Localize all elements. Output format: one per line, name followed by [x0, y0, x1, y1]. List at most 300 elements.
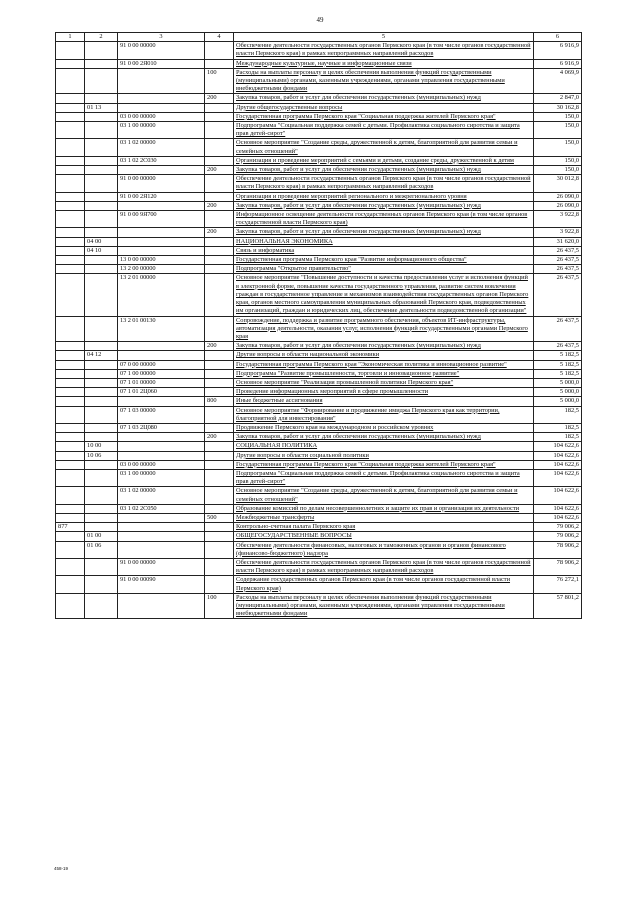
- ministry-code-cell: [56, 360, 85, 369]
- description-cell: Межбюджетные трансферты: [234, 513, 534, 522]
- description-cell: Закупка товаров, работ и услуг для обеспечения государственных (муниципальных) нужд: [234, 228, 534, 237]
- description-cell: Обеспечение деятельности государственных органов Пермского края (в том числе органов государственной власти Пермского края) в рамках непрограммных направлений расходов: [234, 175, 534, 192]
- section-code-cell: [85, 513, 118, 522]
- ministry-code-cell: [56, 487, 85, 504]
- expense-type-cell: [205, 460, 234, 469]
- section-code-cell: [85, 122, 118, 139]
- expense-type-cell: 200: [205, 228, 234, 237]
- expense-type-cell: [205, 576, 234, 593]
- table-row: [56, 451, 582, 460]
- target-code-cell: 91 0 00 9Я700: [118, 211, 205, 228]
- table-row: [56, 406, 582, 423]
- description-cell: Закупка товаров, работ и услуг для обеспечения государственных (муниципальных) нужд: [234, 342, 534, 351]
- table-header-row: [56, 33, 582, 42]
- amount-cell: 26 437,5: [534, 274, 582, 316]
- section-code-cell: [85, 256, 118, 265]
- table-row: [56, 59, 582, 68]
- expense-type-cell: [205, 274, 234, 316]
- section-code-cell: [85, 166, 118, 175]
- amount-cell: 5 182,5: [534, 351, 582, 360]
- description-cell: Государственная программа Пермского края "Экономическая политика и инновационное развитие": [234, 360, 534, 369]
- expense-type-cell: [205, 246, 234, 255]
- target-code-cell: [118, 94, 205, 103]
- description-cell: Обеспечение деятельности государственных органов Пермского края (в том числе органов государственной власти Пермского края) в рамках непрограммных направлений расходов: [234, 558, 534, 575]
- target-code-cell: 91 0 00 2Я010: [118, 59, 205, 68]
- expense-type-cell: [205, 369, 234, 378]
- amount-cell: 104 622,6: [534, 487, 582, 504]
- amount-cell: 5 182,5: [534, 369, 582, 378]
- expense-type-cell: [205, 265, 234, 274]
- section-code-cell: [85, 523, 118, 532]
- section-code-cell: [85, 460, 118, 469]
- expense-type-cell: [205, 156, 234, 165]
- ministry-code-cell: [56, 166, 85, 175]
- target-code-cell: 91 0 00 00000: [118, 42, 205, 59]
- description-cell: Основное мероприятие "Повышение доступности и качества предоставления услуг и исполнения функций в электронной форме, повышение качества государственного управления, развитие систем вовлечения граждан в государственное управление и механизмов взаимодействия государственных органов Пермского края, органов местного самоуправления муниципальных образований Пермского края, подведомственных им организаций, граждан и юридических лиц, обеспечение деятельности подведомственной организации": [234, 274, 534, 316]
- table-row: [56, 558, 582, 575]
- section-code-cell: [85, 397, 118, 406]
- table-row: [56, 593, 582, 619]
- description-cell: Расходы на выплаты персоналу в целях обеспечения выполнения функций государственными (муниципальными) органами, казенными учреждениями, органами управления государственными внебюджетными фондами: [234, 68, 534, 94]
- table-row: [56, 397, 582, 406]
- target-code-cell: 07 0 00 00000: [118, 360, 205, 369]
- amount-cell: 26 437,5: [534, 265, 582, 274]
- ministry-code-cell: [56, 406, 85, 423]
- description-cell: ОБЩЕГОСУДАРСТВЕННЫЕ ВОПРОСЫ: [234, 532, 534, 541]
- ministry-code-cell: [56, 460, 85, 469]
- table-row: [56, 469, 582, 486]
- target-code-cell: [118, 351, 205, 360]
- expense-type-cell: 100: [205, 68, 234, 94]
- target-code-cell: 03 1 02 2С050: [118, 504, 205, 513]
- amount-cell: 26 437,5: [534, 246, 582, 255]
- table-row: [56, 228, 582, 237]
- ministry-code-cell: [56, 504, 85, 513]
- description-cell: СОЦИАЛЬНАЯ ПОЛИТИКА: [234, 442, 534, 451]
- description-cell: Международные культурные, научные и информационные связи: [234, 59, 534, 68]
- section-code-cell: [85, 94, 118, 103]
- ministry-code-cell: [56, 139, 85, 156]
- description-cell: Образование комиссий по делам несовершеннолетних и защите их прав и организация их деятельности: [234, 504, 534, 513]
- expense-type-cell: [205, 523, 234, 532]
- ministry-code-cell: [56, 469, 85, 486]
- table-row: [56, 351, 582, 360]
- target-code-cell: [118, 593, 205, 619]
- target-code-cell: [118, 237, 205, 246]
- ministry-code-cell: [56, 388, 85, 397]
- description-cell: Обеспечение деятельности государственных органов Пермского края (в том числе органов государственной власти Пермского края) в рамках непрограммных направлений расходов: [234, 42, 534, 59]
- target-code-cell: 03 1 00 00000: [118, 469, 205, 486]
- section-code-cell: [85, 211, 118, 228]
- amount-cell: 182,5: [534, 423, 582, 432]
- expense-type-cell: [205, 469, 234, 486]
- section-code-cell: [85, 593, 118, 619]
- table-row: [56, 487, 582, 504]
- amount-cell: 31 620,0: [534, 237, 582, 246]
- description-cell: НАЦИОНАЛЬНАЯ ЭКОНОМИКА: [234, 237, 534, 246]
- target-code-cell: [118, 523, 205, 532]
- description-cell: Сопровождение, поддержка и развитие программного обеспечения, объектов ИТ-инфраструктуры, автоматизация деятельности, оказания услуг, исполнения функций государственными органами Пермского края: [234, 316, 534, 342]
- target-code-cell: 13 2 00 00000: [118, 265, 205, 274]
- target-code-cell: 03 0 00 00000: [118, 460, 205, 469]
- column-header-4: 4: [205, 33, 234, 42]
- ministry-code-cell: [56, 423, 85, 432]
- description-cell: Расходы на выплаты персоналу в целях обеспечения выполнения функций государственными (муниципальными) органами, казенными учреждениями, органами управления государственными внебюджетными фондами: [234, 593, 534, 619]
- ministry-code-cell: [56, 397, 85, 406]
- section-code-cell: [85, 378, 118, 387]
- expense-type-cell: 200: [205, 94, 234, 103]
- amount-cell: 30 162,8: [534, 103, 582, 112]
- table-row: [56, 103, 582, 112]
- table-row: [56, 68, 582, 94]
- table-row: [56, 237, 582, 246]
- section-code-cell: [85, 156, 118, 165]
- ministry-code-cell: [56, 369, 85, 378]
- target-code-cell: 13 0 00 00000: [118, 256, 205, 265]
- table-row: [56, 369, 582, 378]
- description-cell: Закупка товаров, работ и услуг для обеспечения государственных (муниципальных) нужд: [234, 433, 534, 442]
- table-row: [56, 532, 582, 541]
- ministry-code-cell: [56, 246, 85, 255]
- target-code-cell: 07 1 03 00000: [118, 406, 205, 423]
- amount-cell: 26 437,5: [534, 316, 582, 342]
- target-code-cell: 07 1 00 00000: [118, 369, 205, 378]
- amount-cell: 26 090,0: [534, 201, 582, 210]
- expense-type-cell: 100: [205, 593, 234, 619]
- amount-cell: 79 006,2: [534, 523, 582, 532]
- expense-type-cell: [205, 59, 234, 68]
- table-row: [56, 541, 582, 558]
- target-code-cell: [118, 532, 205, 541]
- description-cell: Подпрограмма "Социальная поддержка семей с детьми. Профилактика социального сиротства и защита прав детей-сирот": [234, 122, 534, 139]
- amount-cell: 5 000,0: [534, 378, 582, 387]
- table-row: [56, 156, 582, 165]
- ministry-code-cell: [56, 378, 85, 387]
- ministry-code-cell: [56, 68, 85, 94]
- section-code-cell: [85, 201, 118, 210]
- table-row: [56, 316, 582, 342]
- ministry-code-cell: [56, 211, 85, 228]
- expense-type-cell: [205, 42, 234, 59]
- amount-cell: 150,0: [534, 112, 582, 121]
- expense-type-cell: [205, 541, 234, 558]
- description-cell: Другие общегосударственные вопросы: [234, 103, 534, 112]
- ministry-code-cell: [56, 175, 85, 192]
- ministry-code-cell: [56, 156, 85, 165]
- target-code-cell: [118, 342, 205, 351]
- expense-type-cell: [205, 122, 234, 139]
- target-code-cell: [118, 68, 205, 94]
- amount-cell: 104 622,6: [534, 442, 582, 451]
- ministry-code-cell: [56, 237, 85, 246]
- expense-type-cell: [205, 192, 234, 201]
- expense-type-cell: 800: [205, 397, 234, 406]
- amount-cell: 78 906,2: [534, 541, 582, 558]
- description-cell: Связь и информатика: [234, 246, 534, 255]
- target-code-cell: 07 1 03 2Ц080: [118, 423, 205, 432]
- target-code-cell: 13 2 01 00130: [118, 316, 205, 342]
- expense-type-cell: [205, 378, 234, 387]
- description-cell: Информационное освещение деятельности государственных органов Пермского края (в том числе органов государственной власти Пермского края): [234, 211, 534, 228]
- amount-cell: 150,0: [534, 156, 582, 165]
- target-code-cell: [118, 397, 205, 406]
- target-code-cell: [118, 246, 205, 255]
- table-row: [56, 423, 582, 432]
- table-body: [56, 42, 582, 619]
- section-code-cell: [85, 265, 118, 274]
- description-cell: Другие вопросы в области социальной политики: [234, 451, 534, 460]
- description-cell: Основное мероприятие "Формирование и продвижение имиджа Пермского края как территории, благоприятной для инвестирования": [234, 406, 534, 423]
- section-code-cell: [85, 316, 118, 342]
- ministry-code-cell: [56, 274, 85, 316]
- section-code-cell: 04 12: [85, 351, 118, 360]
- description-cell: Подпрограмма "Развитие промышленности, торговли и инновационное развитие": [234, 369, 534, 378]
- amount-cell: 104 622,6: [534, 504, 582, 513]
- target-code-cell: [118, 201, 205, 210]
- amount-cell: 30 012,8: [534, 175, 582, 192]
- target-code-cell: [118, 451, 205, 460]
- amount-cell: 150,0: [534, 139, 582, 156]
- description-cell: Продвижение Пермского края на международном и российском уровнях: [234, 423, 534, 432]
- table-row: [56, 112, 582, 121]
- table-row: [56, 360, 582, 369]
- amount-cell: 182,5: [534, 433, 582, 442]
- target-code-cell: 07 1 01 2Ц060: [118, 388, 205, 397]
- description-cell: Государственная программа Пермского края "Социальная поддержка жителей Пермского края": [234, 112, 534, 121]
- description-cell: Закупка товаров, работ и услуг для обеспечения государственных (муниципальных) нужд: [234, 166, 534, 175]
- table-row: [56, 42, 582, 59]
- section-code-cell: 04 00: [85, 237, 118, 246]
- section-code-cell: [85, 112, 118, 121]
- description-cell: Обеспечение деятельности финансовых, налоговых и таможенных органов и органов финансового (финансово-бюджетного) надзора: [234, 541, 534, 558]
- amount-cell: 5 182,5: [534, 360, 582, 369]
- target-code-cell: [118, 513, 205, 522]
- ministry-code-cell: [56, 265, 85, 274]
- expense-type-cell: [205, 558, 234, 575]
- section-code-cell: [85, 487, 118, 504]
- description-cell: Государственная программа Пермского края "Развитие информационного общества": [234, 256, 534, 265]
- ministry-code-cell: [56, 513, 85, 522]
- ministry-code-cell: [56, 256, 85, 265]
- section-code-cell: [85, 68, 118, 94]
- expense-type-cell: [205, 211, 234, 228]
- description-cell: Подпрограмма "Социальная поддержка семей с детьми. Профилактика социального сиротства и защита прав детей-сирот": [234, 469, 534, 486]
- target-code-cell: 91 0 00 00000: [118, 175, 205, 192]
- ministry-code-cell: 877: [56, 523, 85, 532]
- ministry-code-cell: [56, 192, 85, 201]
- footer-code: 458-19: [54, 866, 69, 871]
- expense-type-cell: 200: [205, 342, 234, 351]
- section-code-cell: 10 06: [85, 451, 118, 460]
- table-row: [56, 513, 582, 522]
- expense-type-cell: [205, 360, 234, 369]
- description-cell: Организация и проведение мероприятий с семьями и детьми, создание среды, дружественной к детям: [234, 156, 534, 165]
- target-code-cell: 03 1 02 2С030: [118, 156, 205, 165]
- expense-type-cell: [205, 256, 234, 265]
- target-code-cell: [118, 166, 205, 175]
- section-code-cell: [85, 59, 118, 68]
- target-code-cell: 03 1 00 00000: [118, 122, 205, 139]
- column-header-1: 1: [56, 33, 85, 42]
- section-code-cell: [85, 228, 118, 237]
- table-row: [56, 175, 582, 192]
- expense-type-cell: [205, 423, 234, 432]
- target-code-cell: 91 0 00 00000: [118, 558, 205, 575]
- amount-cell: 78 906,2: [534, 558, 582, 575]
- expense-type-cell: 200: [205, 433, 234, 442]
- ministry-code-cell: [56, 316, 85, 342]
- target-code-cell: [118, 442, 205, 451]
- target-code-cell: [118, 541, 205, 558]
- description-cell: Содержание государственных органов Пермского края (в том числе органов государственной власти Пермского края): [234, 576, 534, 593]
- description-cell: Основное мероприятие "Создание среды, дружественной к детям, благоприятной для развития семьи и семейных отношений": [234, 139, 534, 156]
- amount-cell: 6 916,9: [534, 42, 582, 59]
- expense-type-cell: [205, 388, 234, 397]
- expense-type-cell: [205, 487, 234, 504]
- section-code-cell: [85, 369, 118, 378]
- amount-cell: 150,0: [534, 166, 582, 175]
- expense-type-cell: [205, 103, 234, 112]
- ministry-code-cell: [56, 593, 85, 619]
- amount-cell: 57 801,2: [534, 593, 582, 619]
- target-code-cell: [118, 228, 205, 237]
- target-code-cell: 03 1 02 00000: [118, 139, 205, 156]
- ministry-code-cell: [56, 201, 85, 210]
- ministry-code-cell: [56, 42, 85, 59]
- expense-type-cell: [205, 112, 234, 121]
- expense-type-cell: 500: [205, 513, 234, 522]
- ministry-code-cell: [56, 122, 85, 139]
- ministry-code-cell: [56, 59, 85, 68]
- table-row: [56, 201, 582, 210]
- expense-type-cell: [205, 139, 234, 156]
- section-code-cell: [85, 175, 118, 192]
- section-code-cell: [85, 42, 118, 59]
- amount-cell: 3 922,8: [534, 228, 582, 237]
- expense-type-cell: 200: [205, 201, 234, 210]
- page-number: 49: [316, 16, 324, 24]
- description-cell: Государственная программа Пермского края "Социальная поддержка жителей Пермского края": [234, 460, 534, 469]
- table-row: [56, 378, 582, 387]
- section-code-cell: [85, 388, 118, 397]
- expense-type-cell: [205, 351, 234, 360]
- ministry-code-cell: [56, 451, 85, 460]
- description-cell: Организация и проведение мероприятий регионального и межрегионального уровня: [234, 192, 534, 201]
- target-code-cell: [118, 103, 205, 112]
- section-code-cell: [85, 406, 118, 423]
- description-cell: Подпрограмма "Открытое правительство": [234, 265, 534, 274]
- target-code-cell: 91 0 00 00090: [118, 576, 205, 593]
- description-cell: Основное мероприятие "Реализация промышленной политики Пермского края": [234, 378, 534, 387]
- budget-table: [55, 32, 582, 619]
- expense-type-cell: [205, 451, 234, 460]
- table-row: [56, 122, 582, 139]
- expense-type-cell: [205, 504, 234, 513]
- amount-cell: 104 622,6: [534, 460, 582, 469]
- amount-cell: 26 090,0: [534, 192, 582, 201]
- target-code-cell: 91 0 00 2Я120: [118, 192, 205, 201]
- amount-cell: 182,5: [534, 406, 582, 423]
- amount-cell: 3 922,8: [534, 211, 582, 228]
- amount-cell: 76 272,1: [534, 576, 582, 593]
- description-cell: Контрольно-счетная палата Пермского края: [234, 523, 534, 532]
- table-row: [56, 139, 582, 156]
- section-code-cell: [85, 469, 118, 486]
- ministry-code-cell: [56, 342, 85, 351]
- expense-type-cell: [205, 406, 234, 423]
- ministry-code-cell: [56, 532, 85, 541]
- target-code-cell: 07 1 01 00000: [118, 378, 205, 387]
- amount-cell: 150,0: [534, 122, 582, 139]
- amount-cell: 104 622,6: [534, 451, 582, 460]
- ministry-code-cell: [56, 541, 85, 558]
- table-row: [56, 460, 582, 469]
- column-header-6: 6: [534, 33, 582, 42]
- target-code-cell: 13 2 01 00000: [118, 274, 205, 316]
- ministry-code-cell: [56, 112, 85, 121]
- section-code-cell: [85, 360, 118, 369]
- table-row: [56, 274, 582, 316]
- expense-type-cell: [205, 237, 234, 246]
- section-code-cell: [85, 433, 118, 442]
- table-row: [56, 246, 582, 255]
- section-code-cell: 10 00: [85, 442, 118, 451]
- table-row: [56, 504, 582, 513]
- section-code-cell: 01 13: [85, 103, 118, 112]
- table-row: [56, 388, 582, 397]
- target-code-cell: 03 0 00 00000: [118, 112, 205, 121]
- amount-cell: 79 006,2: [534, 532, 582, 541]
- amount-cell: 26 437,5: [534, 342, 582, 351]
- amount-cell: 104 622,6: [534, 469, 582, 486]
- table-row: [56, 342, 582, 351]
- table-row: [56, 256, 582, 265]
- ministry-code-cell: [56, 433, 85, 442]
- description-cell: Другие вопросы в области национальной экономики: [234, 351, 534, 360]
- section-code-cell: [85, 423, 118, 432]
- table-row: [56, 433, 582, 442]
- expense-type-cell: [205, 532, 234, 541]
- table-row: [56, 211, 582, 228]
- table-row: [56, 523, 582, 532]
- section-code-cell: [85, 558, 118, 575]
- table-row: [56, 192, 582, 201]
- section-code-cell: [85, 504, 118, 513]
- table-row: [56, 94, 582, 103]
- table-row: [56, 265, 582, 274]
- amount-cell: 4 069,9: [534, 68, 582, 94]
- amount-cell: 6 916,9: [534, 59, 582, 68]
- section-code-cell: 01 06: [85, 541, 118, 558]
- description-cell: Закупка товаров, работ и услуг для обеспечения государственных (муниципальных) нужд: [234, 94, 534, 103]
- section-code-cell: [85, 139, 118, 156]
- amount-cell: 5 000,0: [534, 397, 582, 406]
- section-code-cell: 04 10: [85, 246, 118, 255]
- ministry-code-cell: [56, 228, 85, 237]
- expense-type-cell: [205, 316, 234, 342]
- section-code-cell: [85, 192, 118, 201]
- description-cell: Иные бюджетные ассигнования: [234, 397, 534, 406]
- ministry-code-cell: [56, 442, 85, 451]
- target-code-cell: [118, 433, 205, 442]
- amount-cell: 5 000,0: [534, 388, 582, 397]
- expense-type-cell: [205, 442, 234, 451]
- ministry-code-cell: [56, 103, 85, 112]
- amount-cell: 2 847,0: [534, 94, 582, 103]
- column-header-3: 3: [118, 33, 205, 42]
- table-row: [56, 442, 582, 451]
- ministry-code-cell: [56, 576, 85, 593]
